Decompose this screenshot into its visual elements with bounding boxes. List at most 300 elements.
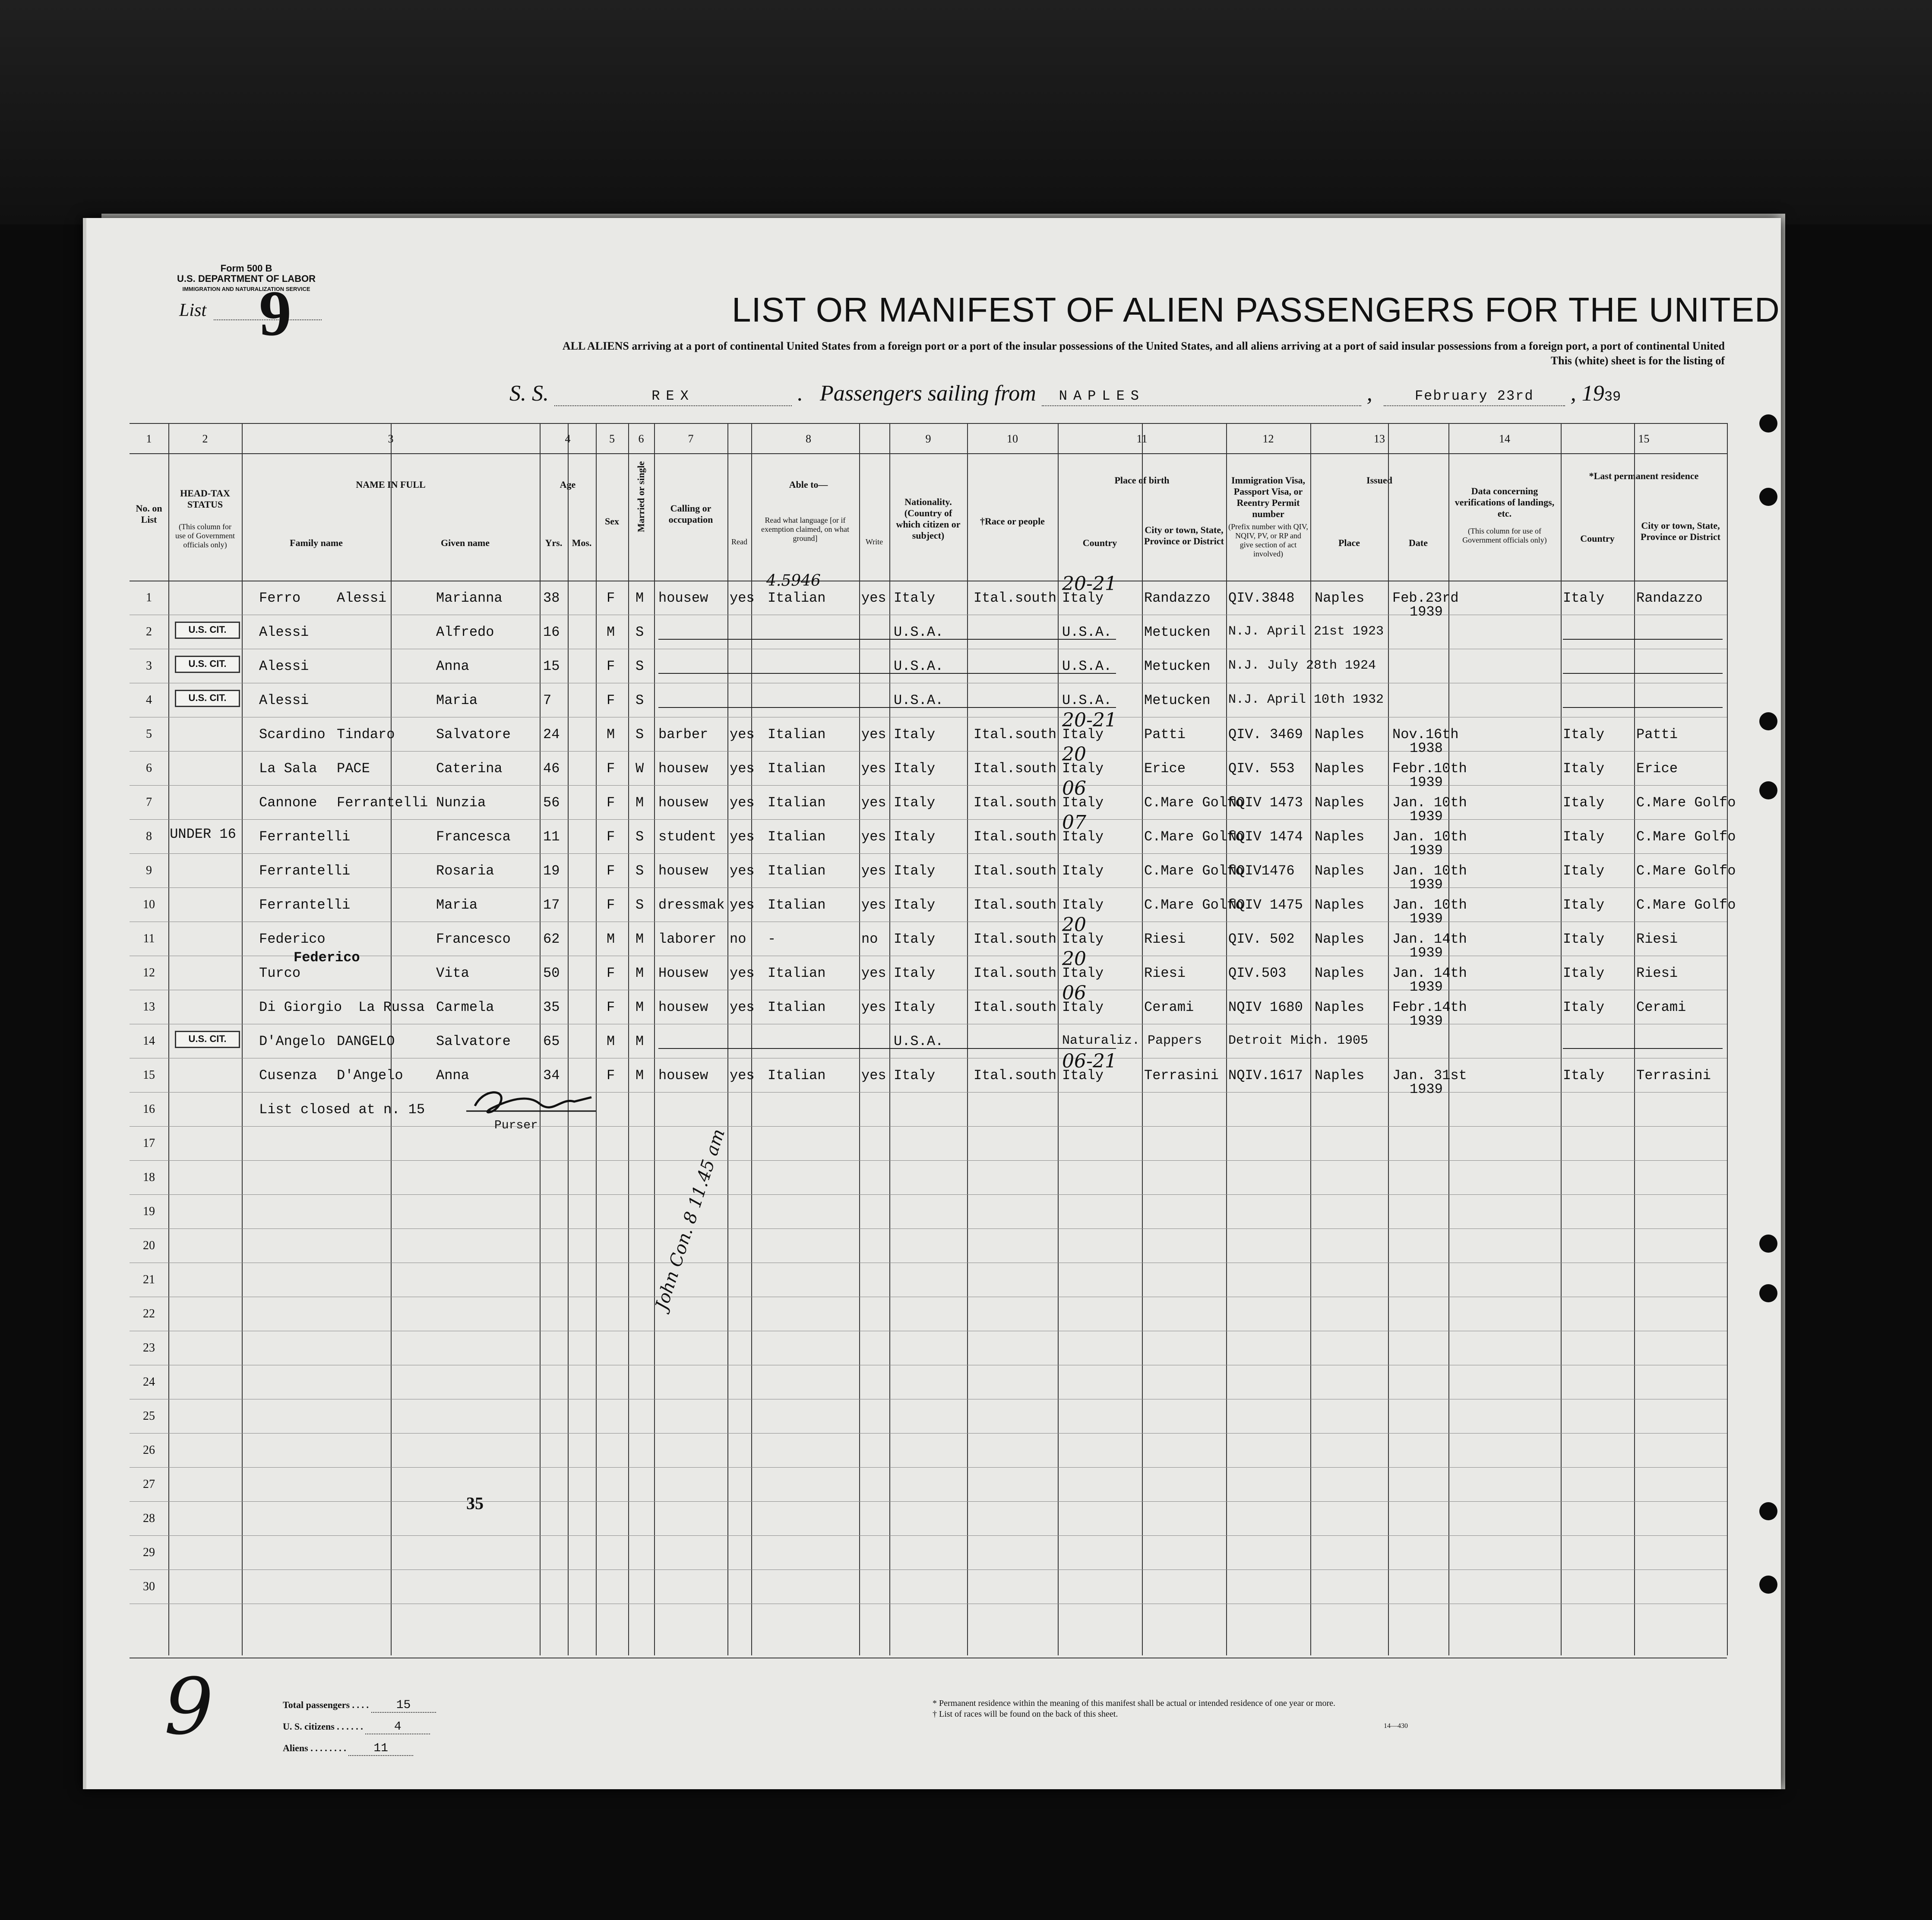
- residence-country: Italy: [1563, 931, 1605, 947]
- column-divider: [168, 423, 169, 1655]
- read-language: Italian: [768, 829, 826, 845]
- race: Ital.south: [974, 761, 1057, 777]
- row-number: 26: [143, 1443, 155, 1457]
- aliens: Aliens . . . . . . . . 11: [283, 1742, 413, 1756]
- can-write: yes: [861, 590, 886, 606]
- sex: F: [607, 863, 615, 879]
- nationality: U.S.A.: [894, 692, 944, 708]
- status-stamp: UNDER 16: [170, 826, 236, 842]
- column-divider: [1388, 423, 1389, 1655]
- occupation: housew: [658, 590, 708, 606]
- column-divider: [628, 423, 629, 1655]
- residence-country: Italy: [1563, 590, 1605, 606]
- row-number: 6: [146, 761, 152, 775]
- scan-background: [0, 0, 1932, 224]
- birth-city: C.Mare Golfo: [1144, 795, 1244, 811]
- visa-number: QIV.503: [1228, 965, 1287, 981]
- read-language: Italian: [768, 897, 826, 913]
- marital-status: S: [636, 658, 644, 674]
- row-number: 7: [146, 796, 152, 809]
- colnum-12: 12: [1262, 433, 1274, 445]
- row-number: 3: [146, 659, 152, 673]
- occupation: student: [658, 829, 717, 845]
- row-number: 10: [143, 898, 155, 911]
- visa-number: N.J. July 28th 1924: [1228, 658, 1376, 673]
- blank-line: [658, 1048, 1116, 1049]
- colnum-3: 3: [388, 433, 394, 445]
- given-name: Salvatore: [436, 726, 511, 742]
- visa-number: NQIV.1617: [1228, 1067, 1303, 1083]
- citizens-value: 4: [365, 1720, 430, 1734]
- family-name: Scardino: [259, 726, 326, 742]
- form-number: Form 500 B: [220, 263, 272, 274]
- sex: M: [607, 624, 615, 640]
- marital-status: M: [636, 999, 644, 1015]
- age-years: 16: [543, 624, 560, 640]
- marital-status: M: [636, 795, 644, 811]
- column-divider: [242, 423, 243, 1655]
- race: Ital.south: [974, 590, 1057, 606]
- age-years: 17: [543, 897, 560, 913]
- hdr-place-of-birth: Place of birth: [1114, 475, 1170, 486]
- visa-number: QIV. 3469: [1228, 726, 1303, 742]
- row-number: 14: [143, 1034, 155, 1048]
- hdr-race: †Race or people: [980, 516, 1045, 527]
- hdr-sex: Sex: [605, 516, 619, 527]
- sex: F: [607, 897, 615, 913]
- blank-line: [971, 707, 1040, 708]
- can-write: yes: [861, 795, 886, 811]
- family-name-2: Alessi: [337, 590, 387, 606]
- family-name: Ferrantelli: [259, 897, 351, 913]
- row-number: 23: [143, 1341, 155, 1355]
- sex: M: [607, 726, 615, 742]
- colnum-15: 15: [1638, 433, 1650, 445]
- marital-status: M: [636, 931, 644, 947]
- sex: F: [607, 999, 615, 1015]
- occupation: barber: [658, 726, 708, 742]
- column-divider: [1226, 423, 1227, 1655]
- visa-number: QIV.3848: [1228, 590, 1295, 606]
- issue-place: Naples: [1315, 726, 1365, 742]
- issue-date-year: 1939: [1410, 979, 1443, 995]
- issue-date-year: 1939: [1410, 774, 1443, 790]
- residence-city: Terrasini: [1636, 1067, 1711, 1083]
- issue-date-year: 1939: [1410, 1013, 1443, 1029]
- issue-date-year: 1939: [1410, 911, 1443, 927]
- issue-date: Febr.10th: [1392, 761, 1467, 777]
- hdr-issued: Issued: [1366, 475, 1392, 486]
- row-number: 9: [146, 864, 152, 877]
- hdr-able-to: Able to—: [789, 479, 828, 490]
- handwritten-note: John Con. 8 11.45 am: [651, 1126, 729, 1313]
- footnote-code: 14—430: [1384, 1722, 1408, 1730]
- colnum-14: 14: [1499, 433, 1510, 445]
- age-years: 19: [543, 863, 560, 879]
- occupation: laborer: [658, 931, 717, 947]
- marital-status: S: [636, 863, 644, 879]
- birth-country: Italy: [1062, 829, 1104, 845]
- sex: F: [607, 761, 615, 777]
- visa-number: Detroit Mich. 1905: [1228, 1033, 1369, 1048]
- family-name: La Sala: [259, 761, 317, 777]
- column-divider: [859, 423, 860, 1655]
- hdr-place: Place: [1338, 537, 1360, 548]
- family-name: Cusenza: [259, 1067, 317, 1083]
- occupation: housew: [658, 1067, 708, 1083]
- hdr-visa-note: (Prefix number with QIV, NQIV, PV, or RP and give section of act involved): [1228, 522, 1308, 558]
- nationality: Italy: [894, 1067, 936, 1083]
- blank-line: [971, 639, 1040, 640]
- column-divider: [596, 423, 597, 1655]
- ship-name: REX: [651, 388, 695, 404]
- can-read: yes: [730, 863, 755, 879]
- service: IMMIGRATION AND NATURALIZATION SERVICE: [182, 286, 310, 292]
- visa-number: NQIV1476: [1228, 863, 1295, 879]
- read-language: -: [768, 931, 776, 947]
- row-divider: [130, 887, 1727, 888]
- total-value: 15: [371, 1699, 436, 1713]
- voyage-line: S. S. REX . Passengers sailing from NAPLES , February 23rd , 1939: [509, 380, 1621, 406]
- row-number: 29: [143, 1546, 155, 1559]
- age-years: 7: [543, 692, 552, 708]
- given-name: Francesca: [436, 829, 511, 845]
- hdr-city: City or town, State, Province or District: [1144, 524, 1224, 546]
- age-years: 34: [543, 1067, 560, 1083]
- handwritten-note: 4.5946: [766, 572, 821, 590]
- handwritten-code: 20: [1062, 948, 1086, 970]
- can-write: yes: [861, 897, 886, 913]
- colnum-4: 4: [565, 433, 571, 445]
- birth-country: Italy: [1062, 965, 1104, 981]
- can-write: yes: [861, 863, 886, 879]
- row-divider: [130, 1433, 1727, 1434]
- age-years: 11: [543, 829, 560, 845]
- subtitle-line-2: This (white) sheet is for the listing of: [1550, 354, 1725, 367]
- occupation: housew: [658, 795, 708, 811]
- birth-country: U.S.A.: [1062, 658, 1112, 674]
- birth-country: U.S.A.: [1062, 624, 1112, 640]
- birth-country: Naturaliz. Pappers: [1062, 1033, 1202, 1048]
- hdr-country: Country: [1082, 537, 1117, 548]
- family-name: Ferrantelli: [259, 863, 351, 879]
- given-name: Maria: [436, 897, 478, 913]
- can-write: yes: [861, 761, 886, 777]
- sex: M: [607, 1033, 615, 1049]
- birth-city: Erice: [1144, 761, 1186, 777]
- hdr-residence: *Last permanent residence: [1589, 471, 1699, 481]
- given-name: Alfredo: [436, 624, 494, 640]
- marital-status: M: [636, 965, 644, 981]
- blank-line: [658, 639, 1116, 640]
- can-read: yes: [730, 726, 755, 742]
- list-label: List: [179, 300, 207, 320]
- colnum-10: 10: [1007, 433, 1018, 445]
- marital-status: S: [636, 897, 644, 913]
- row-divider: [130, 1467, 1727, 1468]
- race: Ital.south: [974, 897, 1057, 913]
- age-years: 15: [543, 658, 560, 674]
- age-years: 56: [543, 795, 560, 811]
- race: Ital.south: [974, 829, 1057, 845]
- aliens-value: 11: [348, 1742, 413, 1756]
- read-language: Italian: [768, 965, 826, 981]
- sex: F: [607, 658, 615, 674]
- family-name: D'Angelo: [259, 1033, 326, 1049]
- residence-city: C.Mare Golfo: [1636, 863, 1736, 879]
- given-name: Nunzia: [436, 795, 486, 811]
- residence-city: Riesi: [1636, 965, 1678, 981]
- marital-status: S: [636, 624, 644, 640]
- family-name: Alessi: [259, 692, 309, 708]
- residence-city: C.Mare Golfo: [1636, 897, 1736, 913]
- birth-country: Italy: [1062, 726, 1104, 742]
- race: Ital.south: [974, 863, 1057, 879]
- year-prefix: 19: [1581, 381, 1604, 406]
- given-name: Carmela: [436, 999, 494, 1015]
- column-divider: [727, 423, 728, 1655]
- handwritten-code: 06: [1062, 777, 1086, 799]
- row-number: 20: [143, 1239, 155, 1252]
- colnum-13: 13: [1374, 433, 1385, 445]
- issue-place: Naples: [1315, 999, 1365, 1015]
- birth-city: Randazzo: [1144, 590, 1211, 606]
- issue-place: Naples: [1315, 829, 1365, 845]
- nationality: Italy: [894, 897, 936, 913]
- residence-city: C.Mare Golfo: [1636, 795, 1736, 811]
- binder-hole: [1759, 488, 1777, 506]
- residence-city: Randazzo: [1636, 590, 1703, 606]
- race: Ital.south: [974, 726, 1057, 742]
- residence-city: Cerami: [1636, 999, 1686, 1015]
- column-divider: [1561, 423, 1562, 1655]
- visa-number: NQIV 1680: [1228, 999, 1303, 1015]
- marital-status: M: [636, 1033, 644, 1049]
- purser-label: Purser: [494, 1119, 538, 1132]
- can-read: no: [730, 931, 746, 947]
- row-number: 21: [143, 1273, 155, 1286]
- residence-city: Riesi: [1636, 931, 1678, 947]
- age-years: 50: [543, 965, 560, 981]
- issue-date: Jan. 31st: [1392, 1067, 1467, 1083]
- colnum-5: 5: [609, 433, 615, 445]
- nationality: U.S.A.: [894, 658, 944, 674]
- marital-status: M: [636, 590, 644, 606]
- family-name-2: Ferrantelli: [337, 795, 428, 811]
- visa-number: QIV. 502: [1228, 931, 1295, 947]
- row-number: 17: [143, 1137, 155, 1150]
- handwritten-code: 20-21: [1062, 709, 1117, 731]
- birth-city: C.Mare Golfo: [1144, 863, 1244, 879]
- given-name: Vita: [436, 965, 469, 981]
- ss-label: S. S.: [509, 381, 549, 406]
- nationality: Italy: [894, 761, 936, 777]
- row-divider: [130, 819, 1727, 820]
- page-subtitle: [417, 339, 1725, 368]
- hdr-calling: Calling or occupation: [668, 503, 713, 525]
- binder-hole: [1759, 1235, 1777, 1253]
- birth-city: Cerami: [1144, 999, 1194, 1015]
- hdr-visa: Immigration Visa, Passport Visa, or Reentry Permit number: [1231, 475, 1306, 519]
- row-number: 22: [143, 1307, 155, 1320]
- hdr-no-on-list: No. on List: [136, 503, 162, 525]
- family-name-2: Tindaro: [337, 726, 395, 742]
- given-name: Maria: [436, 692, 478, 708]
- can-read: yes: [730, 965, 755, 981]
- marital-status: S: [636, 692, 644, 708]
- read-language: Italian: [768, 1067, 826, 1083]
- birth-city: Metucken: [1144, 658, 1211, 674]
- binder-hole: [1759, 1284, 1777, 1302]
- row-divider: [130, 1092, 1727, 1093]
- sex: F: [607, 829, 615, 845]
- row-number: 25: [143, 1409, 155, 1423]
- issue-date-year: 1939: [1410, 808, 1443, 824]
- handwritten-code: 06-21: [1062, 1050, 1117, 1072]
- row-number: 15: [143, 1068, 155, 1082]
- blank-line: [1563, 707, 1723, 708]
- family-name-2: PACE: [337, 761, 370, 777]
- can-read: yes: [730, 829, 755, 845]
- nationality: Italy: [894, 590, 936, 606]
- race: Ital.south: [974, 1067, 1057, 1083]
- status-stamp: U.S. CIT.: [175, 656, 240, 673]
- sex: F: [607, 590, 615, 606]
- binder-hole: [1759, 414, 1777, 433]
- footnote-residence: * Permanent residence within the meaning of this manifest shall be actual or intended residence of one year or more.: [933, 1699, 1336, 1708]
- visa-number: NQIV 1473: [1228, 795, 1303, 811]
- can-write: no: [861, 931, 878, 947]
- residence-country: Italy: [1563, 965, 1605, 981]
- status-stamp: U.S. CIT.: [175, 1031, 240, 1048]
- given-name: Marianna: [436, 590, 503, 606]
- occupation: housew: [658, 863, 708, 879]
- issue-place: Naples: [1315, 931, 1365, 947]
- column-divider: [568, 423, 569, 1655]
- marital-status: W: [636, 761, 644, 777]
- list-number: 9: [259, 278, 291, 349]
- residence-city: C.Mare Golfo: [1636, 829, 1736, 845]
- residence-country: Italy: [1563, 863, 1605, 879]
- row-number: 24: [143, 1375, 155, 1389]
- colnum-9: 9: [925, 433, 931, 445]
- page-mark: 35: [466, 1494, 484, 1513]
- age-years: 38: [543, 590, 560, 606]
- sex: M: [607, 931, 615, 947]
- blank-line: [1563, 673, 1723, 674]
- row-divider: [130, 1228, 1727, 1229]
- birth-city: Metucken: [1144, 692, 1211, 708]
- residence-country: Italy: [1563, 829, 1605, 845]
- nationality: Italy: [894, 863, 936, 879]
- row-number: 2: [146, 625, 152, 638]
- hdr-age: Age: [560, 479, 576, 490]
- residence-country: Italy: [1563, 795, 1605, 811]
- can-write: yes: [861, 829, 886, 845]
- binder-hole: [1759, 781, 1777, 799]
- family-name: Cannone: [259, 795, 317, 811]
- given-name: Anna: [436, 1067, 469, 1083]
- can-read: yes: [730, 590, 755, 606]
- nationality: Italy: [894, 795, 936, 811]
- family-name: Alessi: [259, 624, 309, 640]
- nationality: Italy: [894, 829, 936, 845]
- hdr-read: Read: [731, 537, 747, 546]
- hdr-verification: Data concerning verifications of landings, etc.: [1455, 486, 1555, 519]
- age-years: 65: [543, 1033, 560, 1049]
- handwritten-code: 20: [1062, 914, 1086, 936]
- marital-status: M: [636, 1067, 644, 1083]
- issue-date: Jan. 10th: [1392, 897, 1467, 913]
- blank-line: [971, 673, 1040, 674]
- occupation: housew: [658, 761, 708, 777]
- citizens-label: U. S. citizens: [283, 1721, 335, 1732]
- department: U.S. DEPARTMENT OF LABOR: [177, 273, 316, 284]
- hdr-res-country: Country: [1580, 533, 1615, 544]
- hdr-read-language: Read what language [or if exemption claimed, on what ground]: [761, 516, 849, 543]
- row-divider: [130, 1569, 1727, 1570]
- visa-number: NQIV 1474: [1228, 829, 1303, 845]
- read-language: Italian: [768, 590, 826, 606]
- can-read: yes: [730, 1067, 755, 1083]
- column-divider: [1727, 423, 1728, 1655]
- birth-city: C.Mare Golfo: [1144, 897, 1244, 913]
- column-divider: [1448, 423, 1449, 1655]
- given-name: Caterina: [436, 761, 503, 777]
- column-divider: [540, 423, 541, 1655]
- blank-line: [658, 707, 1116, 708]
- issue-place: Naples: [1315, 897, 1365, 913]
- issue-date: Jan. 10th: [1392, 863, 1467, 879]
- footnote-races: † List of races will be found on the back of this sheet.: [933, 1709, 1118, 1719]
- hdr-given-name: Given name: [440, 537, 490, 548]
- hdr-mos: Mos.: [572, 537, 592, 548]
- total-label: Total passengers: [283, 1699, 350, 1710]
- read-language: Italian: [768, 761, 826, 777]
- can-write: yes: [861, 999, 886, 1015]
- can-read: yes: [730, 897, 755, 913]
- column-divider: [1058, 423, 1059, 1655]
- given-name: Francesco: [436, 931, 511, 947]
- can-read: yes: [730, 761, 755, 777]
- issue-date-year: 1939: [1410, 877, 1443, 893]
- read-language: Italian: [768, 863, 826, 879]
- can-read: yes: [730, 795, 755, 811]
- hdr-write: Write: [865, 537, 883, 546]
- purser-signature: [466, 1084, 596, 1119]
- issue-place: Naples: [1315, 965, 1365, 981]
- age-years: 35: [543, 999, 560, 1015]
- visa-number: N.J. April 10th 1932: [1228, 692, 1384, 707]
- column-divider: [751, 423, 752, 1655]
- port-name: NAPLES: [1059, 388, 1145, 404]
- family-name: Ferrantelli: [259, 829, 351, 845]
- row-number: 19: [143, 1205, 155, 1218]
- birth-country: Italy: [1062, 795, 1104, 811]
- hdr-head-tax-note: (This column for use of Government officials only): [175, 522, 235, 549]
- blank-line: [971, 1048, 1040, 1049]
- hdr-married: Married or single: [636, 461, 646, 532]
- binder-hole: [1759, 1576, 1777, 1594]
- handwritten-code: 20: [1062, 743, 1086, 765]
- status-stamp: U.S. CIT.: [175, 690, 240, 707]
- row-divider: [130, 785, 1727, 786]
- race: Ital.south: [974, 931, 1057, 947]
- nationality: Italy: [894, 999, 936, 1015]
- nationality: U.S.A.: [894, 1033, 944, 1049]
- hdr-family-name: Family name: [290, 537, 343, 548]
- column-divider: [889, 423, 890, 1655]
